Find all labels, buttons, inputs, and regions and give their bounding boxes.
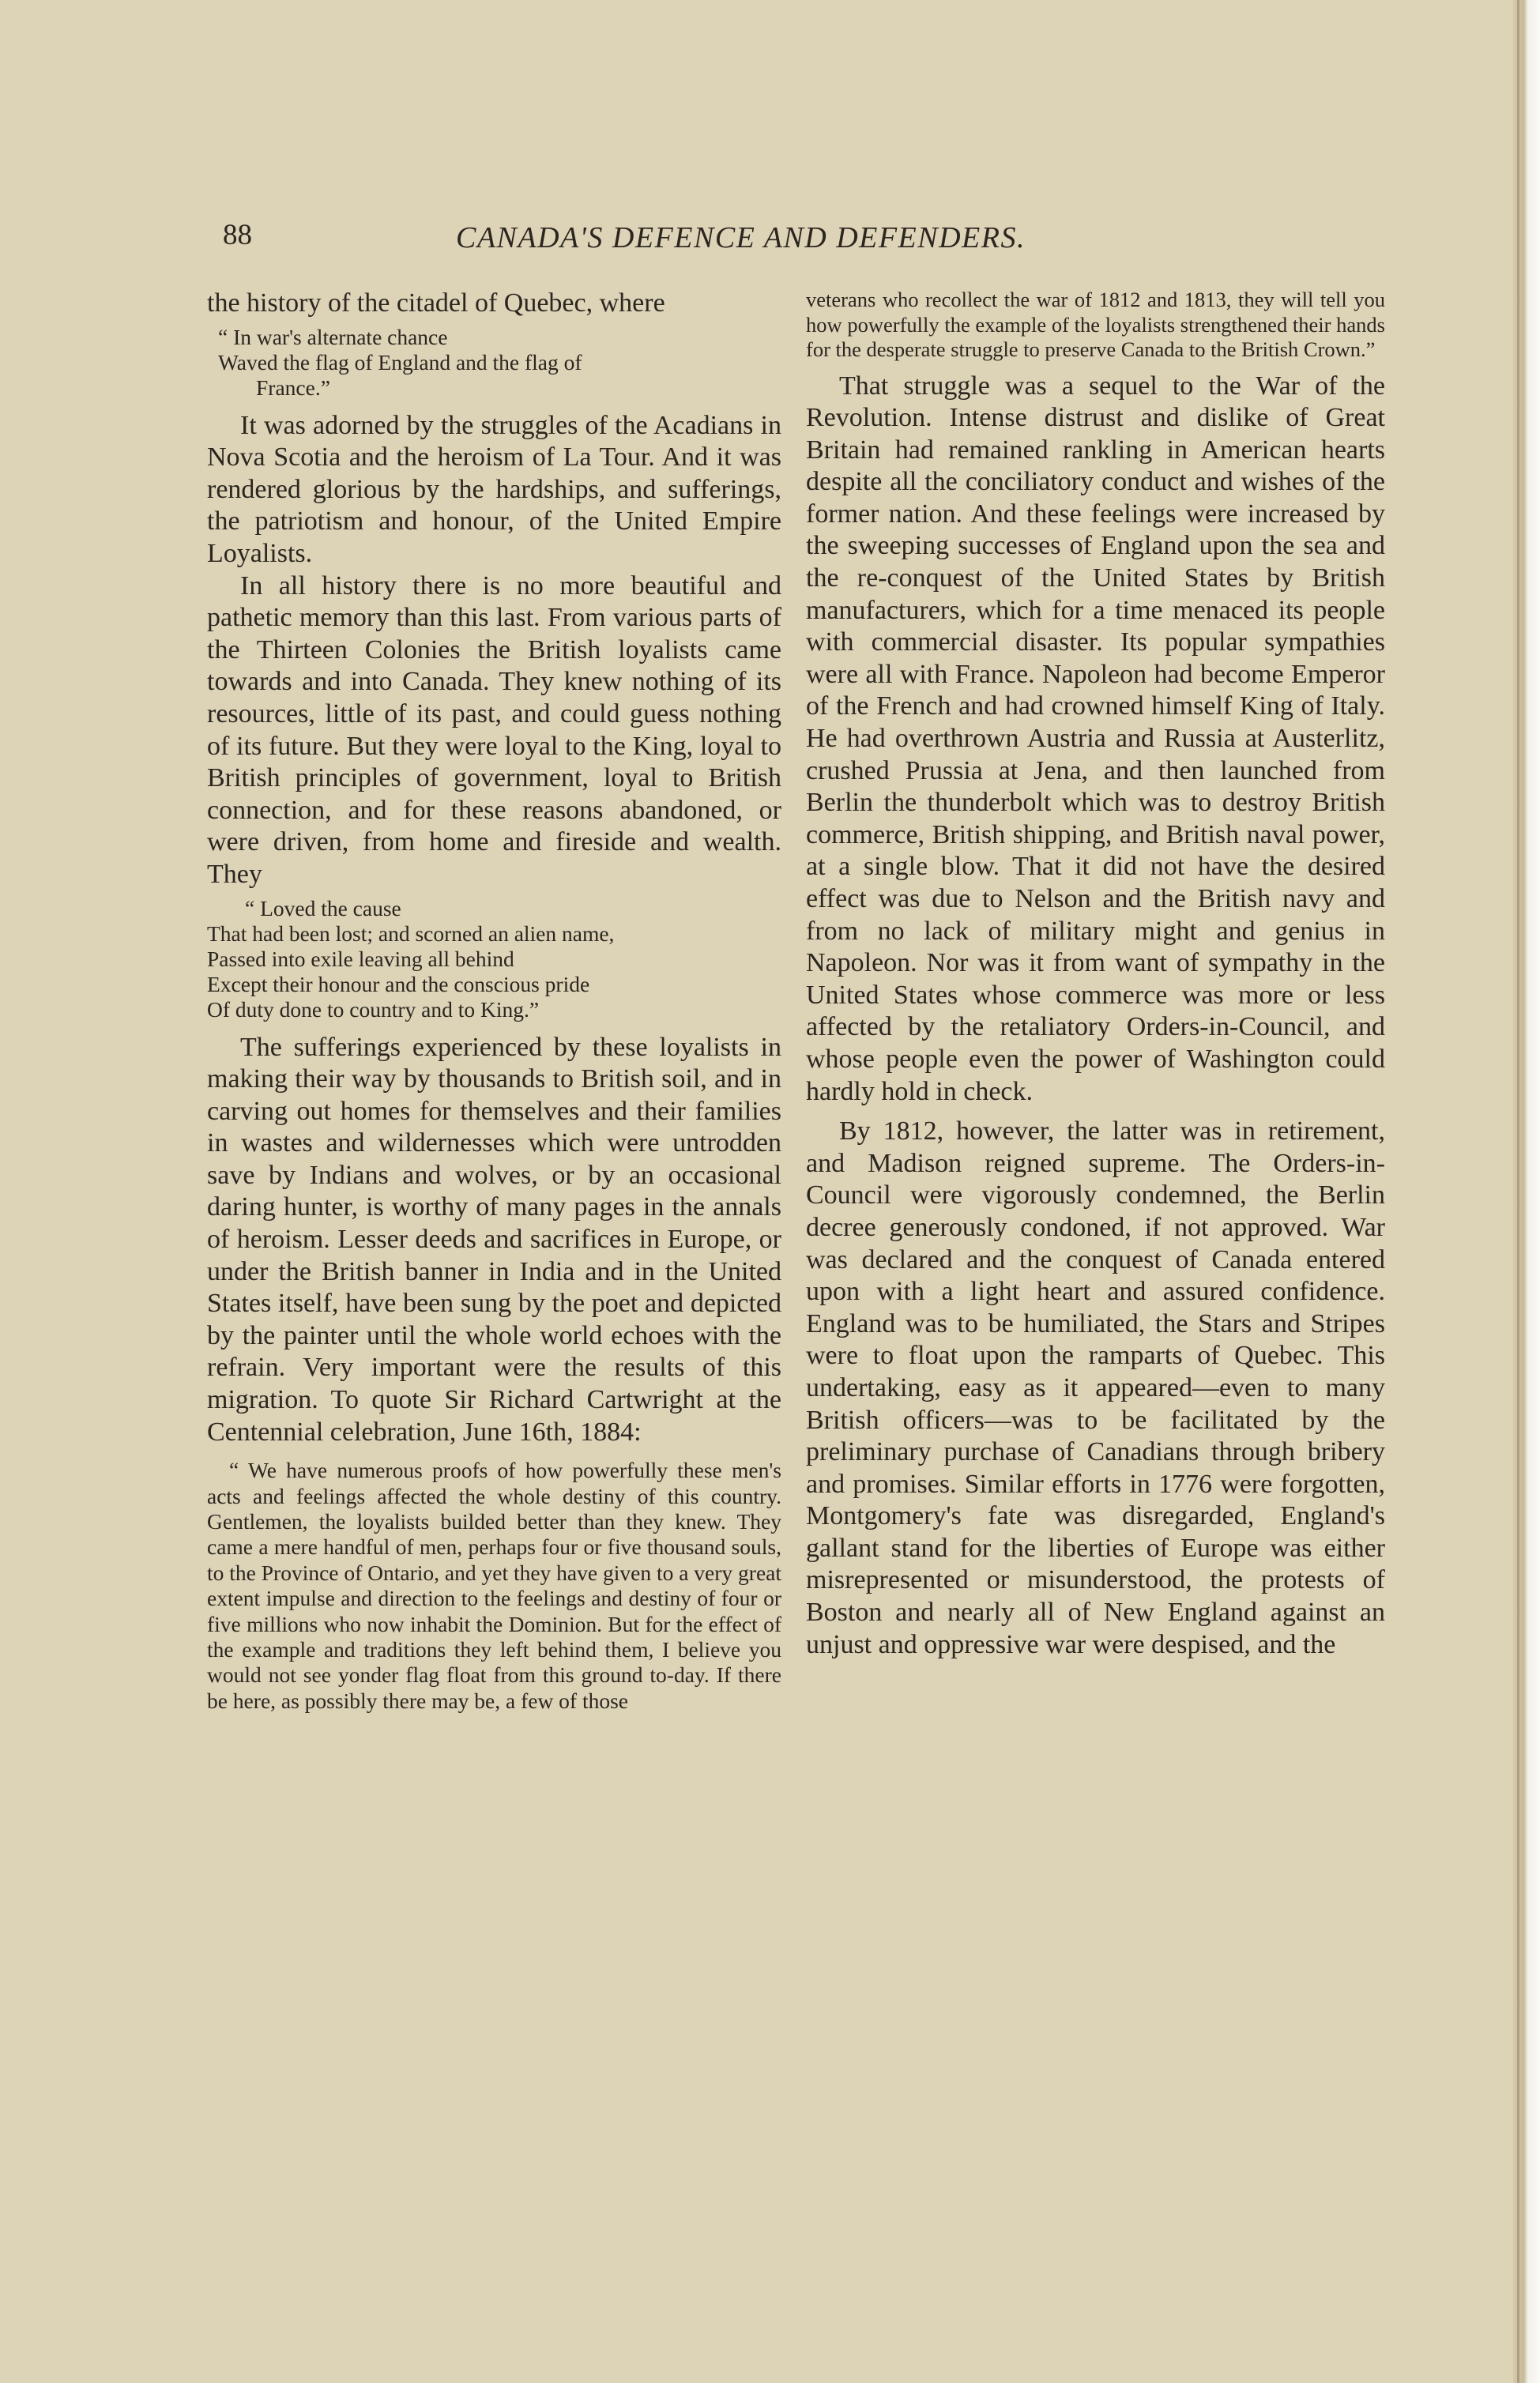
verse-quote-1 [207,325,781,401]
cartwright-quote: “ We have numerous proofs of how powerfully these men's acts and feelings affected the whole destiny of this country. Gentlemen, the loyalists builded better than they knew. They came a mere handful of men, perhaps four or five thousand souls, to the Province of Ontario, and yet they have given to a very great extent impulse and direction to the feelings and destiny of four or five millions who now inhabit the Dominion. But for the effect of the example and traditions they left behind them, I believe you would not see yonder flag float from this ground to-day. If there be here, as possibly there may be, a few of those [207,1458,781,1713]
left-column [207,288,781,1714]
page-header [223,218,1188,265]
left-paragraph-2: It was adorned by the struggles of the Acadians in Nova Scotia and the heroism of La Tour. And it was rendered glorious by the hardships, and sufferings, the patriotism and honour, of the United Empire Loyalists. [207,410,781,568]
verse-line: “ In war's alternate chance [218,324,448,349]
page-binding-line [1517,0,1519,2383]
page-number: 88 [223,219,252,251]
left-paragraph-4: The sufferings experienced by these loyalists in making their way by thousands to British soil, and in carving out homes for themselves and their families in wastes and wildernesses which were untrodden save by Indians and wolves, or by an occasional daring hunter, is worthy of many pages in the annals of heroism. Lesser deeds and sacrifices in Europe, or under the British banner in India and in the United States itself, have been sung by the poet and depicted by the painter until the whole world echoes with the refrain. Very important were the results of this migration. To quote Sir Richard Cartwright at the Centennial celebration, June 16th, 1884: [207,1032,781,1447]
left-paragraph-3: In all history there is no more beautiful and pathetic memory than this last. From various parts of the Thirteen Colonies the British loyalists came towards and into Canada. They knew nothing of its resources, little of its past, and could guess nothing of its future. But they were loyal to the King, loyal to British principles of government, loyal to British connection, and for these reasons abandoned, or were driven, from home and fireside and wealth. They [207,570,781,889]
cartwright-quote-continued: veterans who recollect the war of 1812 and 1813, they will tell you how powerfully the example of the loyalists strengthened their hands for the desperate struggle to preserve Canada to the British Crown.” [806,288,1385,361]
verse-line: Passed into exile leaving all behind [207,946,514,971]
verse-line: Except their honour and the conscious pride [207,971,590,996]
right-column [806,288,1385,1661]
right-paragraph-2: By 1812, however, the latter was in retirement, and Madison reigned supreme. The Orders-in-Council were vigorously condemned, the Berlin decree generously condoned, if not approved. War was declared and the conquest of Canada entered upon with a light heart and assured confidence. England was to be humiliated, the Stars and Stripes were to float upon the ramparts of Quebec. This undertaking, easy as it appeared—even to many British officers—was to be facilitated by the preliminary purchase of Canadians through bribery and promises. Similar efforts in 1776 were forgotten, Montgomery's fate was disregarded, England's gallant stand for the liberties of Europe was either misrepresented or misunderstood, the protests of Boston and nearly all of New England against an unjust and oppressive war were despised, and the [806,1116,1385,1659]
left-paragraph-1: the history of the citadel of Quebec, where [207,288,665,318]
verse-line: “ Loved the cause [245,895,401,920]
running-title: CANADA'S DEFENCE AND DEFENDERS. [456,221,1026,254]
verse-line: Of duty done to country and to King.” [207,996,540,1022]
verse-line: Waved the flag of England and the flag of [218,349,582,375]
verse-line: France.” [256,375,330,400]
verse-line: That had been lost; and scorned an alien name, [207,920,615,946]
right-paragraph-1: That struggle was a sequel to the War of the Revolution. Intense distrust and dislike of Great Britain had remained rankling in American hearts despite all the conciliatory conduct and wishes of the former nation. And these feelings were increased by the sweeping successes of England upon the sea and the re-conquest of the United States by British manufacturers, which for a time menaced its people with commercial disaster. Its popular sympathies were all with France. Napoleon had become Emperor of the French and had crowned himself King of Italy. He had overthrown Austria and Russia at Austerlitz, crushed Prussia at Jena, and then launched from Berlin the thunderbolt which was to destroy British commerce, British shipping, and British naval power, at a single blow. That it did not have the desired effect was due to Nelson and the British navy and from no lack of military might and genius in Napoleon. Nor was it from want of sympathy in the United States whose commerce was more or less affected by the retaliatory Orders-in-Council, and whose people even the power of Washington could hardly hold in check. [806,371,1385,1106]
verse-quote-2 [207,896,781,1022]
